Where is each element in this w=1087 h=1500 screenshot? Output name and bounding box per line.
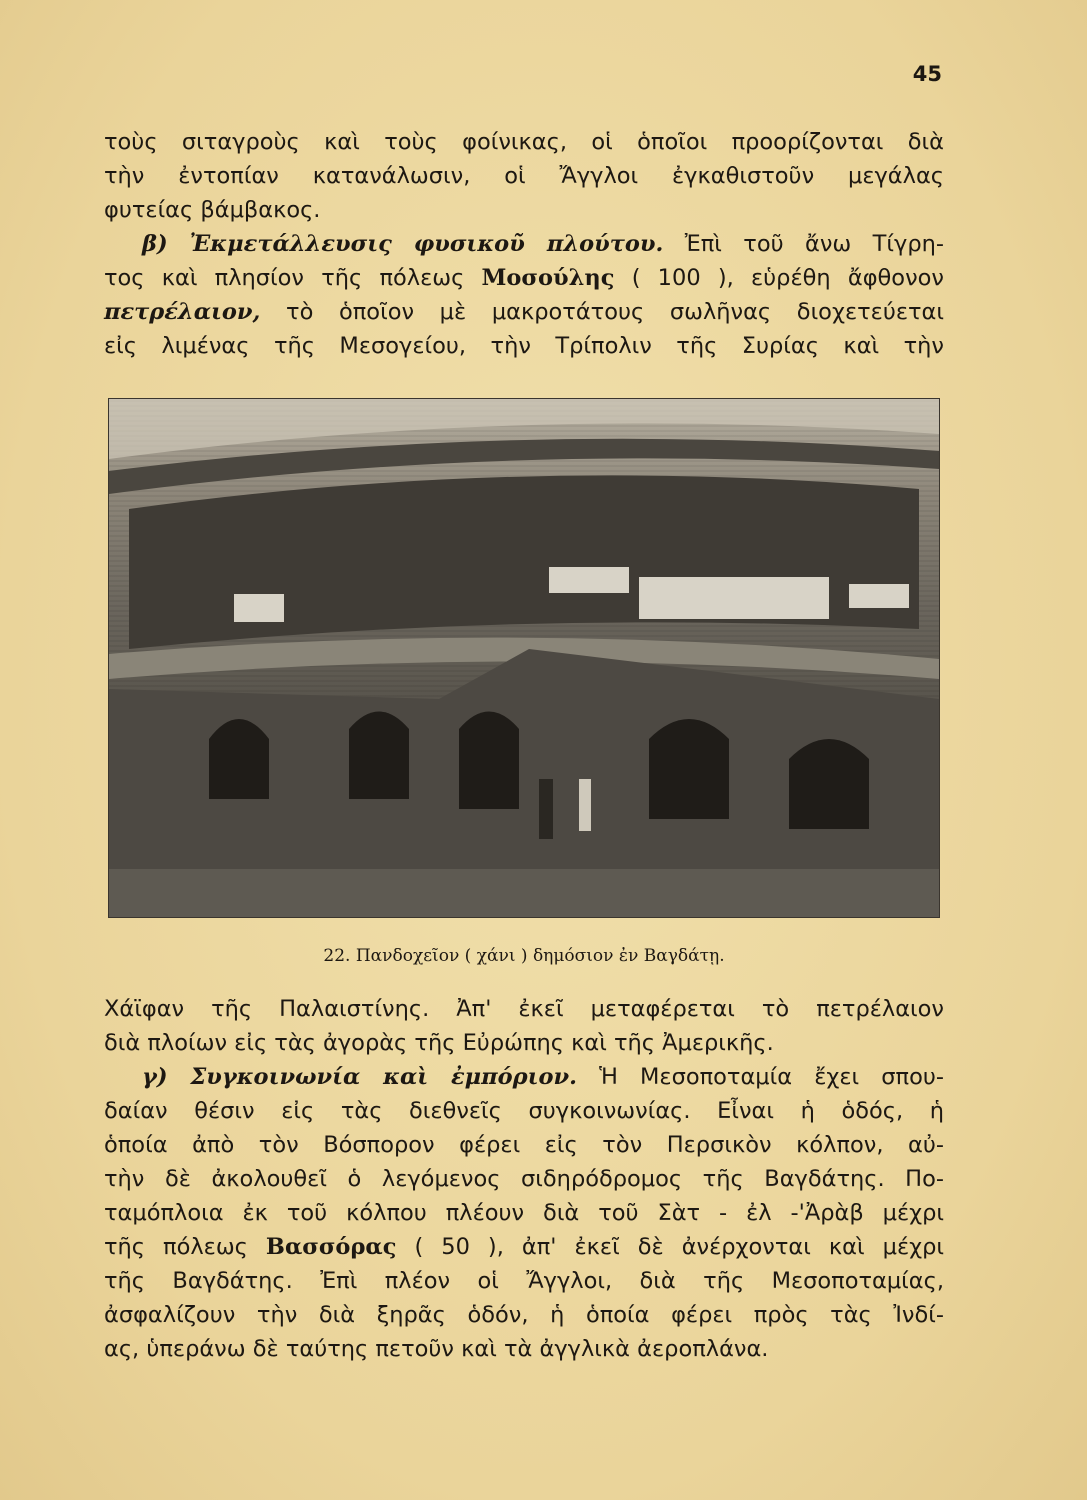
text-line: φυτείας βάμβακος. — [104, 197, 321, 223]
city-mosul: Μοσούλης — [481, 265, 615, 291]
text-line: ας, ὑπεράνω δὲ ταύτης πετοῦν καὶ τὰ ἀγγλικὰ ἀεροπλάνα. — [104, 1336, 769, 1362]
text-line: τῆς Βαγδάτης. Ἐπὶ πλέον οἱ Ἄγγλοι, διὰ τῆς Μεσοποταμίας, — [104, 1268, 944, 1294]
text-fragment: τος καὶ πλησίον τῆς πόλεως — [104, 265, 482, 291]
text-line: δαίαν θέσιν εἰς τὰς διεθνεῖς συγκοινωνίας. Εἶναι ἡ ὁδός, ἡ — [104, 1098, 944, 1124]
text-line: διὰ πλοίων εἰς τὰς ἀγορὰς τῆς Εὐρώπης καὶ τῆς Ἀμερικῆς. — [104, 1030, 774, 1056]
section-b-first-line — [104, 227, 944, 261]
text-line: εἰς λιμένας τῆς Μεσογείου, τὴν Τρίπολιν τῆς Συρίας καὶ τὴν — [104, 333, 944, 359]
text-fragment: ( 50 ), ἀπ' ἐκεῖ δὲ ἀνέρχονται καὶ μέχρι — [396, 1234, 944, 1260]
khan-photograph — [108, 398, 940, 918]
section-c-heading: γ) Συγκοινωνία καὶ ἐμπόριον. — [142, 1064, 577, 1090]
text-line — [104, 295, 944, 329]
text-fragment: τῆς πόλεως — [104, 1234, 266, 1260]
text-fragment: τὸ ὁποῖον μὲ μακροτάτους σωλῆνας διοχετεύεται — [260, 299, 944, 325]
text-line: τοὺς σιταγροὺς καὶ τοὺς φοίνικας, οἱ ὁποῖοι προορίζονται διὰ — [104, 129, 944, 155]
text-fragment: Ἡ Μεσοποταμία ἔχει σπου- — [576, 1064, 944, 1090]
text-block-bottom — [104, 992, 944, 1366]
text-line — [104, 1230, 944, 1264]
section-b-heading: β) Ἐκμετάλλευσις φυσικοῦ πλούτου. — [142, 231, 664, 257]
city-basra: Βασσόρας — [265, 1234, 397, 1260]
text-line: ταμόπλοια ἐκ τοῦ κόλπου πλέουν διὰ τοῦ Σὰτ - ἐλ -'Ἀρὰβ μέχρι — [104, 1200, 944, 1226]
text-line — [104, 261, 944, 295]
section-c-first-line — [104, 1060, 944, 1094]
photo-illustration — [109, 399, 939, 917]
text-block-top — [104, 125, 944, 363]
text-fragment: ( 100 ), εὑρέθη ἄφθονον — [614, 265, 944, 291]
text-line: ἀσφαλίζουν τὴν διὰ ξηρᾶς ὁδόν, ἡ ὁποία φέρει πρὸς τὰς Ἰνδί- — [104, 1302, 944, 1328]
page-number: 45 — [912, 62, 942, 86]
text-line: τὴν ἐντοπίαν κατανάλωσιν, οἱ Ἄγγλοι ἐγκαθιστοῦν μεγάλας — [104, 163, 944, 189]
text-line: ὁποία ἀπὸ τὸν Βόσπορον φέρει εἰς τὸν Περσικὸν κόλπον, αὐ- — [104, 1132, 944, 1158]
oil-term: πετρέλαιον, — [104, 299, 261, 325]
text-line: Χάϊφαν τῆς Παλαιστίνης. Ἀπ' ἐκεῖ μεταφέρεται τὸ πετρέλαιον — [104, 996, 944, 1022]
text-fragment: Ἐπὶ τοῦ ἄνω Τίγρη- — [663, 231, 944, 257]
photo-caption: 22. Πανδοχεῖον ( χάνι ) δημόσιον ἐν Βαγδάτῃ. — [323, 946, 725, 966]
text-line: τὴν δὲ ἀκολουθεῖ ὁ λεγόμενος σιδηρόδρομος τῆς Βαγδάτης. Πο- — [104, 1166, 944, 1192]
